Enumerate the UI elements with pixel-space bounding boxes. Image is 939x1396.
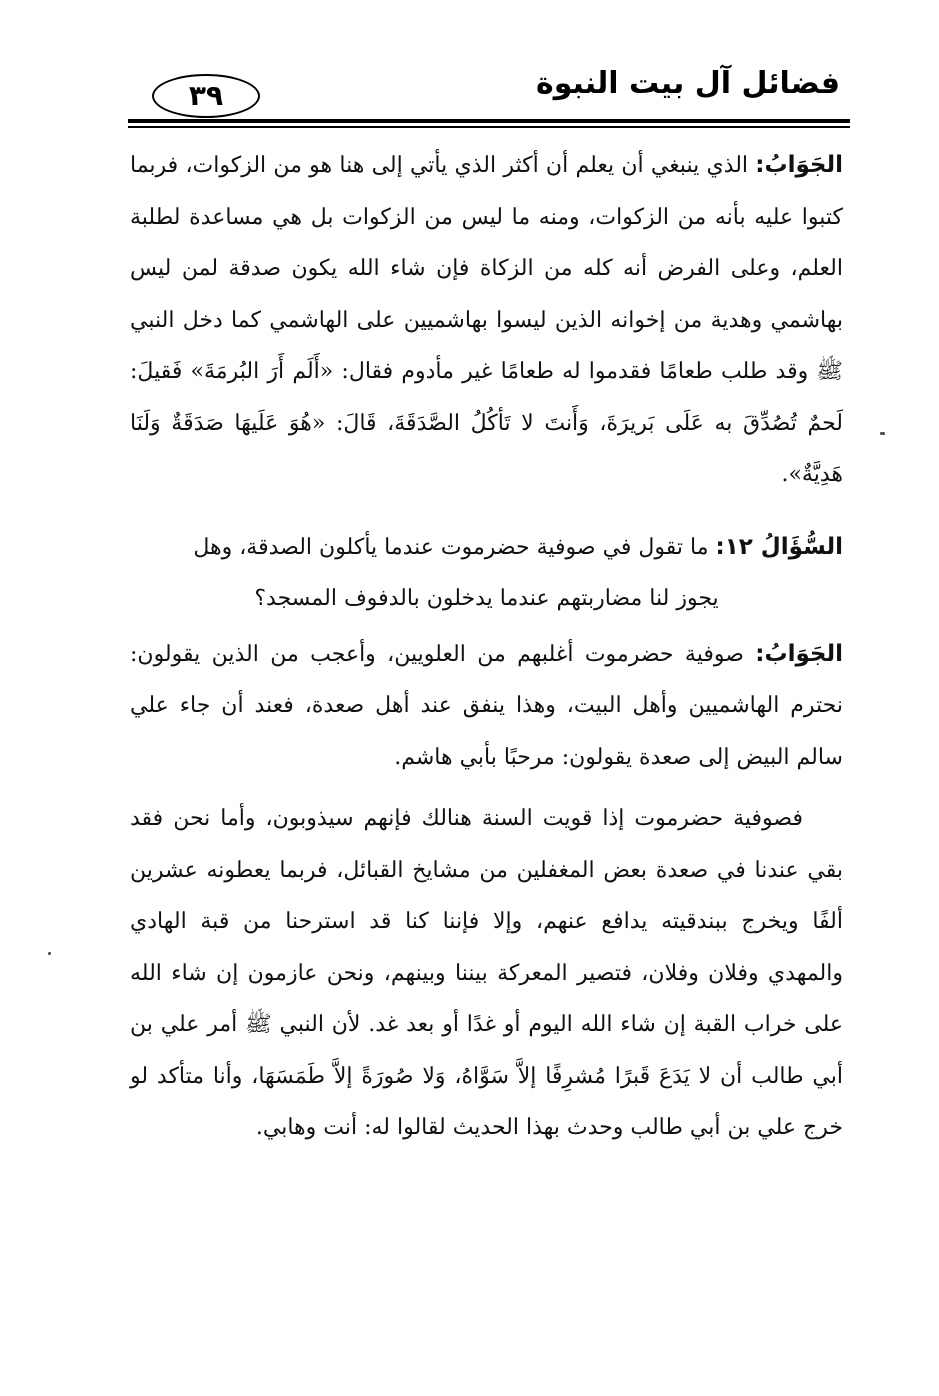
answer-label: الجَوَابُ: <box>755 640 843 667</box>
page-number: ٣٩ <box>188 79 224 112</box>
answer-paragraph-1 <box>130 140 843 501</box>
scan-speck <box>880 432 885 435</box>
book-title: فضائل آل بيت النبوة <box>536 66 840 101</box>
scan-speck <box>48 952 51 955</box>
question-text-line-2: يجوز لنا مضاربتهم عندما يدخلون بالدفوف المسجد؟ <box>254 586 719 611</box>
answer-label: الجَوَابُ: <box>755 152 843 178</box>
answer-text: الذي ينبغي أن يعلم أن أكثر الذي يأتي إلى هنا هو من الزكوات، فربما كتبوا عليه بأنه من الزكوات، ومنه ما ليس من الزكوات بل هي مساعدة لطلبة العلم، وعلى الفرض أنه كله من الزكاة فإن شاء الله يكون صدقة لمن ليس بهاشمي وهدية من إخوانه الذين ليسوا بهاشميين على الهاشمي كما دخل النبي ﷺ وقد طلب طعامًا فقدموا له طعامًا غير مأدوم فقال: «أَلَم أَرَ البُرمَةَ» فَقيلَ: لَحمٌ تُصُدِّقَ به عَلَى بَريرَةَ، وَأَنتَ لا تَأكُلُ الصَّدَقَةَ، قَالَ: «هُوَ عَلَيهَا صَدَقَةٌ وَلَنَا هَدِيَّةٌ». <box>130 153 843 487</box>
body-paragraph-3: فصوفية حضرموت إذا قويت السنة هنالك فإنهم سيذوبون، وأما نحن فقد بقي عندنا في صعدة بعض المغفلين من مشايخ القبائل، فربما يعطونه عشرين ألفًا ويخرج ببندقيته يدافع عنهم، وإلا فإننا كنا قد استرحنا من قبة الهادي والمهدي وفلان وفلان، فتصير المعركة بيننا وبينهم، ونحن عازمون إن شاء الله على خراب القبة إن شاء الله اليوم أو غدًا أو بعد غد. لأن النبي ﷺ أمر علي بن أبي طالب أن لا يَدَعَ قَبرًا مُشرِفًا إلاَّ سَوَّاهُ، وَلا صُورَةً إلاَّ طَمَسَهَا، وأنا متأكد لو خرج علي بن أبي طالب وحدث بهذا الحديث لقالوا له: أنت وهابي. <box>130 806 843 1140</box>
page-header <box>128 52 848 122</box>
question-text: ما تقول في صوفية حضرموت عندما يأكلون الصدقة، وهل <box>193 534 716 560</box>
header-rule-thin <box>128 126 850 128</box>
question-paragraph <box>130 522 843 574</box>
answer-paragraph-2 <box>130 629 843 784</box>
header-rule-thick <box>128 119 850 123</box>
question-label: السُّؤَالُ ١٢: <box>715 533 843 560</box>
page-number-oval <box>152 74 260 118</box>
page-body <box>130 140 843 1154</box>
answer-text: صوفية حضرموت أغلبهم من العلويين، وأعجب من الذين يقولون: نحترم الهاشميين وأهل البيت، وهذا ينفق عند أهل صعدة، فعند أن جاء علي سالم البيض إلى صعدة يقولون: مرحبًا بأبي هاشم. <box>130 641 843 770</box>
